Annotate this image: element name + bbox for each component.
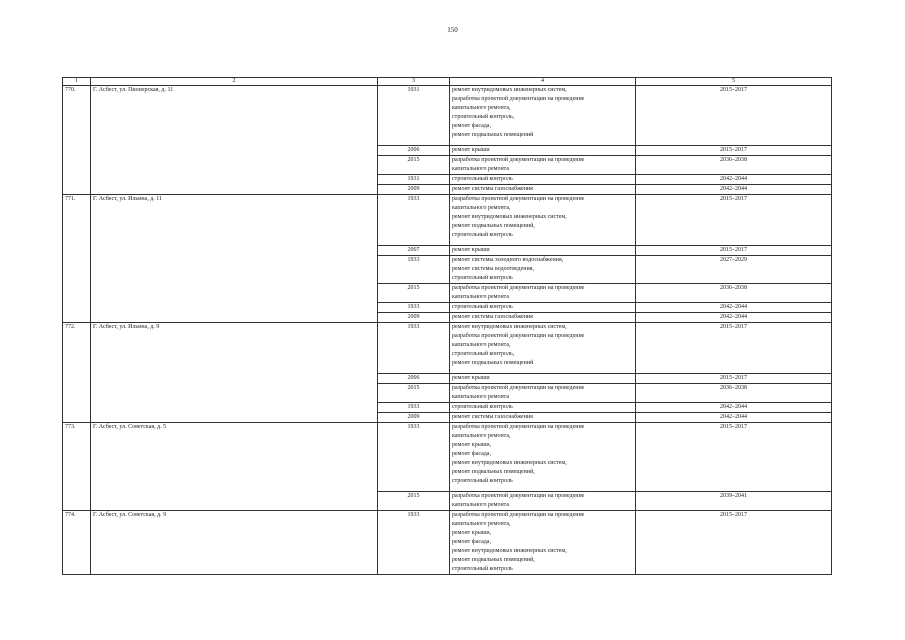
works-cell: ремонт системы холодного водоснабжения, ремонт системы водоотведения, строительный контроль — [450, 256, 636, 284]
works-cell: разработка проектной документации на проведение капитального ремонта — [450, 384, 636, 403]
period-cell: 2015–2017 — [636, 195, 832, 246]
year-cell: 2015 — [378, 284, 450, 303]
address-cell: Г. Асбест, ул. Ильина, д. 9 — [91, 323, 378, 423]
period-cell: 2039–2041 — [636, 492, 832, 511]
page-number: 150 — [447, 26, 458, 34]
works-cell: разработка проектной документации на проведение капитального ремонта, ремонт внутридомовых инженерных систем, ремонт подвальных помещений, строительный контроль — [450, 195, 636, 246]
period-cell: 2015–2017 — [636, 86, 832, 146]
works-cell: строительный контроль — [450, 303, 636, 313]
year-cell: 2006 — [378, 374, 450, 384]
works-cell: строительный контроль — [450, 175, 636, 185]
row-number: 772. — [63, 323, 91, 423]
year-cell: 1933 — [378, 403, 450, 413]
year-cell: 1931 — [378, 175, 450, 185]
period-cell: 2015–2017 — [636, 146, 832, 156]
period-cell: 2036–2038 — [636, 284, 832, 303]
row-number: 774. — [63, 511, 91, 575]
address-cell: Г. Асбест, ул. Советская, д. 5 — [91, 423, 378, 511]
period-cell: 2015–2017 — [636, 323, 832, 374]
year-cell: 1931 — [378, 86, 450, 146]
year-cell: 1933 — [378, 303, 450, 313]
header-row — [63, 78, 832, 86]
period-cell: 2042–2044 — [636, 403, 832, 413]
table-row — [63, 86, 832, 146]
works-cell: ремонт системы газоснабжения — [450, 185, 636, 195]
header-cell-5: 5 — [636, 78, 832, 86]
header-cell-1: 1 — [63, 78, 91, 86]
period-cell: 2015–2017 — [636, 374, 832, 384]
period-cell: 2036–2038 — [636, 384, 832, 403]
works-cell: разработка проектной документации на проведение капитального ремонта — [450, 156, 636, 175]
works-cell: ремонт внутридомовых инженерных систем, разработка проектной документации на проведение капитального ремонта, строительный контроль, ремонт подвальных помещений — [450, 323, 636, 374]
works-cell: ремонт крыши — [450, 146, 636, 156]
year-cell: 1933 — [378, 323, 450, 374]
row-number: 771. — [63, 195, 91, 323]
table-row — [63, 323, 832, 374]
address-cell: Г. Асбест, ул. Ильина, д. 11 — [91, 195, 378, 323]
period-cell: 2036–2038 — [636, 156, 832, 175]
works-cell: разработка проектной документации на проведение капитального ремонта, ремонт крыши, ремонт фасада, ремонт внутридомовых инженерных систем, ремонт подвальных помещений, строительный контроль — [450, 423, 636, 492]
period-cell: 2015–2017 — [636, 423, 832, 492]
period-cell: 2042–2044 — [636, 175, 832, 185]
address-cell: Г. Асбест, ул. Пионерская, д. 11 — [91, 86, 378, 195]
year-cell: 1933 — [378, 511, 450, 575]
period-cell: 2015–2017 — [636, 511, 832, 575]
period-cell: 2027–2029 — [636, 256, 832, 284]
year-cell: 2015 — [378, 492, 450, 511]
year-cell: 2015 — [378, 156, 450, 175]
year-cell: 1933 — [378, 423, 450, 492]
period-cell: 2042–2044 — [636, 413, 832, 423]
year-cell: 2007 — [378, 246, 450, 256]
works-cell: ремонт внутридомовых инженерных систем, разработка проектной документации на проведение капитального ремонта, строительный контроль, ремонт фасада, ремонт подвальных помещений — [450, 86, 636, 146]
period-cell: 2042–2044 — [636, 185, 832, 195]
header-cell-4: 4 — [450, 78, 636, 86]
year-cell: 2009 — [378, 185, 450, 195]
period-cell: 2042–2044 — [636, 313, 832, 323]
row-number: 770. — [63, 86, 91, 195]
year-cell: 2009 — [378, 413, 450, 423]
year-cell: 1933 — [378, 195, 450, 246]
year-cell: 2009 — [378, 313, 450, 323]
year-cell: 2006 — [378, 146, 450, 156]
repair-schedule-table — [62, 77, 832, 575]
header-cell-3: 3 — [378, 78, 450, 86]
year-cell: 1933 — [378, 256, 450, 284]
works-cell: разработка проектной документации на проведение капитального ремонта, ремонт крыши, ремонт фасада, ремонт внутридомовых инженерных систем, ремонт подвальных помещений, строительный контроль — [450, 511, 636, 575]
table-body — [63, 78, 832, 575]
table-row — [63, 511, 832, 575]
works-cell: ремонт системы газоснабжения — [450, 313, 636, 323]
works-cell: строительный контроль — [450, 403, 636, 413]
works-cell: ремонт крыши — [450, 374, 636, 384]
works-cell: ремонт крыши — [450, 246, 636, 256]
header-cell-2: 2 — [91, 78, 378, 86]
row-number: 773. — [63, 423, 91, 511]
works-cell: разработка проектной документации на проведение капитального ремонта — [450, 492, 636, 511]
table-row — [63, 195, 832, 246]
year-cell: 2015 — [378, 384, 450, 403]
period-cell: 2042–2044 — [636, 303, 832, 313]
works-cell: разработка проектной документации на проведение капитального ремонта — [450, 284, 636, 303]
address-cell: Г. Асбест, ул. Советская, д. 9 — [91, 511, 378, 575]
table-row — [63, 423, 832, 492]
works-cell: ремонт системы газоснабжения — [450, 413, 636, 423]
period-cell: 2015–2017 — [636, 246, 832, 256]
